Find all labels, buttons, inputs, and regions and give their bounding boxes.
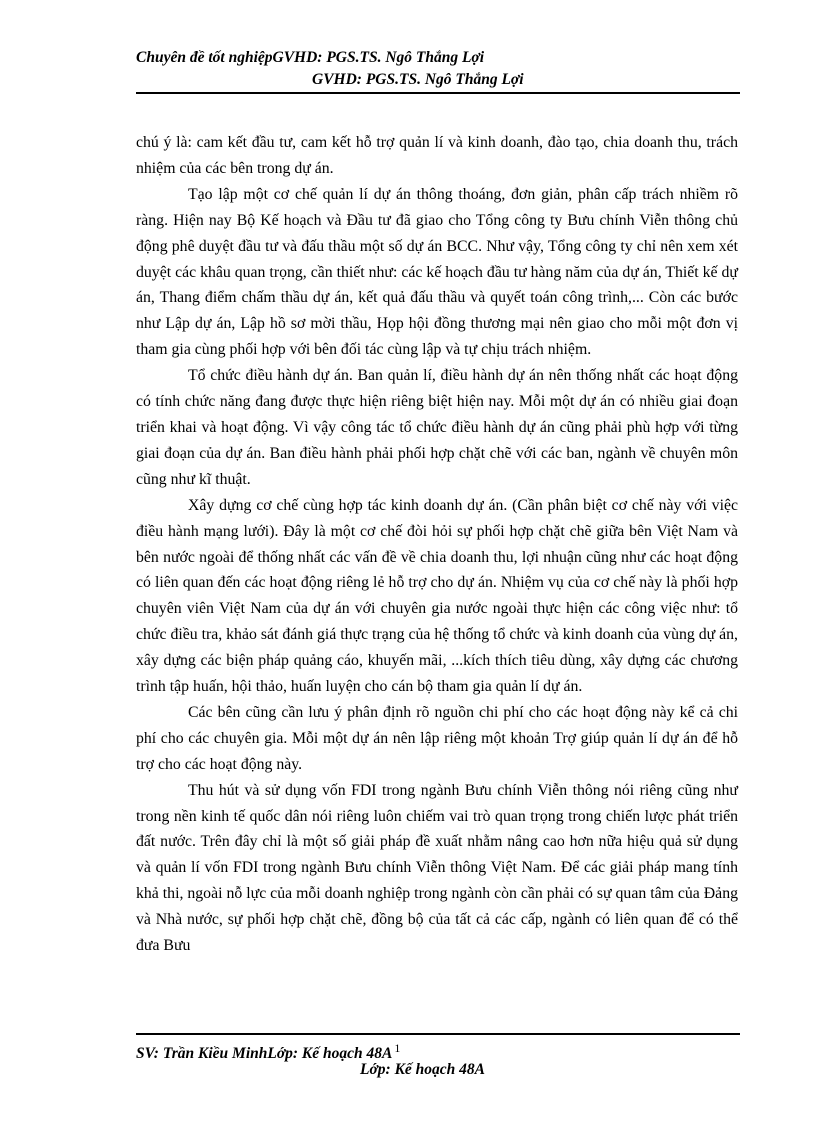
paragraph: Tổ chức điều hành dự án. Ban quản lí, điều hành dự án nên thống nhất các hoạt động có tính chức năng đang được thực hiện riêng biệt hiện nay. Mỗi một dự án có nhiều giai đoạn triển khai và hoạt động. Vì vậy công tác tổ chức điều hành dự án cũng phải phù hợp với từng giai đoạn của dự án. Ban điều hành phải phối hợp chặt chẽ với các ban, ngành về chuyên môn cũng như kĩ thuật. [136,367,738,488]
paragraph: Các bên cũng cần lưu ý phân định rõ nguồn chi phí cho các hoạt động này kể cả chi phí cho các chuyên gia. Mỗi một dự án nên lập riêng một khoản Trợ giúp quản lí dự án để hỗ trợ cho các hoạt động này. [136,703,738,773]
paragraph: Thu hút và sử dụng vốn FDI trong ngành Bưu chính Viễn thông nói riêng cũng như trong nền kinh tế quốc dân nói riêng luôn chiếm vai trò quan trọng trong chiến lược phát triển đất nước. Trên đây chỉ là một số giải pháp đề xuất nhằm nâng cao hơn nữa hiệu quả sử dụng và quản lí vốn FDI trong ngành Bưu chính Viễn thông Việt Nam. Để các giải pháp mang tính khả thi, ngoài nỗ lực của mỗi doanh nghiệp trong ngành còn cần phải có sự quan tâm của Đảng và Nhà nước, sự phối hợp chặt chẽ, đồng bộ của tất cả các cấp, ngành có liên quan để có thể đưa Bưu [136,781,738,955]
footer-line-2: Lớp: Kế hoạch 48A [360,1061,485,1078]
document-body [136,130,738,959]
header-line-1: Chuyên đề tốt nghiệpGVHD: PGS.TS. Ngô Thắng Lợi [136,49,485,66]
page-number: 1 [394,1041,401,1055]
paragraph: chú ý là: cam kết đầu tư, cam kết hỗ trợ quản lí và kinh doanh, đào tạo, chia doanh thu, trách nhiệm của các bên trong dự án. [136,134,738,177]
footer-rule [136,1033,740,1035]
paragraph: Xây dựng cơ chế cùng hợp tác kinh doanh dự án. (Cần phân biệt cơ chế này với việc điều hành mạng lưới). Đây là một cơ chế đòi hỏi sự phối hợp chặt chẽ giữa bên Việt Nam và bên nước ngoài để thống nhất các vấn đề về chia doanh thu, lợi nhuận cũng như các hoạt động có liên quan đến các hoạt động riêng lẻ hỗ trợ cho dự án. Nhiệm vụ của cơ chế này là phối hợp chuyên viên Việt Nam của dự án với chuyên gia nước ngoài thực hiện các công việc như: tổ chức điều tra, khảo sát đánh giá thực trạng của hệ thống tổ chức và kinh doanh của vùng dự án, xây dựng các biện pháp quảng cáo, khuyến mãi, ...kích thích tiêu dùng, xây dựng các chương trình tập huấn, hội thảo, huấn luyện cho cán bộ tham gia quản lí dự án. [136,496,738,696]
footer-student: SV: Trần Kiều MinhLớp: Kế hoạch 48A [136,1045,393,1063]
paragraph: Tạo lập một cơ chế quản lí dự án thông thoáng, đơn giản, phân cấp trách nhiềm rõ ràng. Hiện nay Bộ Kế hoạch và Đầu tư đã giao cho Tổng công ty Bưu chính Viễn thông chủ động phê duyệt đầu tư và đấu thầu một số dự án BCC. Như vậy, Tổng công ty chỉ nên xem xét duyệt các khâu quan trọng, cần thiết như: các kế hoạch đầu tư hàng năm của dự án, Thiết kế dự án, Thang điểm chấm thầu dự án, kết quả đấu thầu và quyết toán công trình,... Còn các bước như Lập dự án, Lập hồ sơ mời thầu, Họp hội đồng thương mại nên giao cho mỗi một đơn vị tham gia cùng phối hợp với bên đối tác cùng lập và tự chịu trách nhiệm. [136,185,738,359]
header-rule [136,92,740,94]
header-line-2: GVHD: PGS.TS. Ngô Thắng Lợi [312,71,524,88]
